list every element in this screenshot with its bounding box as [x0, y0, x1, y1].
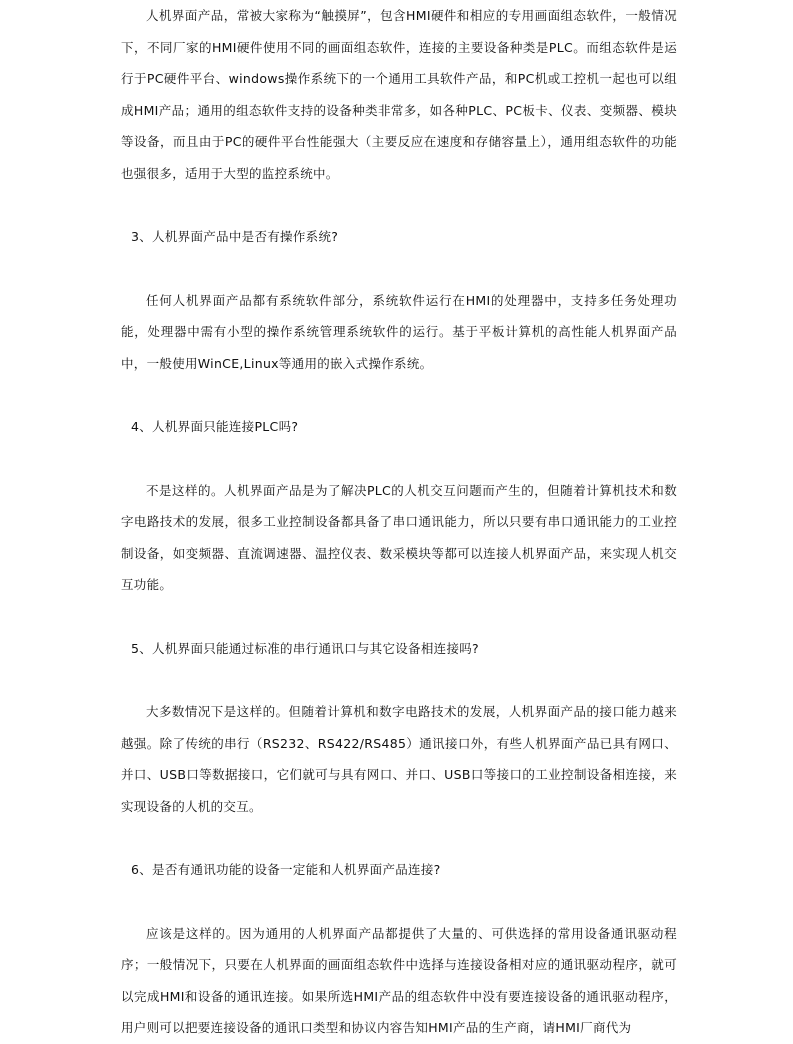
heading-q6-communication-devices: 6、是否有通讯功能的设备一定能和人机界面产品连接? [131, 862, 441, 877]
spacer [121, 822, 677, 854]
spacer [121, 189, 677, 221]
document-page [121, 0, 677, 1044]
paragraph-plc-only: 不是这样的。人机界面产品是为了解决PLC的人机交互问题而产生的，但随着计算机技术和数字电路技术的发展，很多工业控制设备都具备了串口通讯能力，所以只要有串口通讯能力的工业控制设备，如变频器、直流调速器、温控仪表、数采模块等都可以连接人机界面产品，来实现人机交互功能。 [121, 482, 677, 592]
paragraph-communication-devices: 应该是这样的。因为通用的人机界面产品都提供了大量的、可供选择的常用设备通讯驱动程序；一般情况下，只要在人机界面的画面组态软件中选择与连接设备相对应的通讯驱动程序，就可以完成HMI和设备的通讯连接。如果所选HMI产品的组态软件中没有要连接设备的通讯驱动程序，用户则可以把要连接设备的通讯口类型和协议内容告知HMI产品的生产商，请HMI厂商代为 [121, 925, 677, 1035]
spacer [121, 443, 677, 475]
spacer [121, 601, 677, 633]
paragraph-operating-system: 任何人机界面产品都有系统软件部分，系统软件运行在HMI的处理器中，支持多任务处理功能，处理器中需有小型的操作系统管理系统软件的运行。基于平板计算机的高性能人机界面产品中，一般使用WinCE,Linux等通用的嵌入式操作系统。 [121, 292, 677, 371]
spacer [121, 664, 677, 696]
spacer [121, 253, 677, 285]
heading-q4-plc-only: 4、人机界面只能连接PLC吗? [131, 419, 299, 434]
paragraph-hmi-overview: 人机界面产品，常被大家称为“触摸屏”，包含HMI硬件和相应的专用画面组态软件，一般情况下，不同厂家的HMI硬件使用不同的画面组态软件，连接的主要设备种类是PLC。而组态软件是运行于PC硬件平台、windows操作系统下的一个通用工具软件产品，和PC机或工控机一起也可以组成HMI产品；通用的组态软件支持的设备种类非常多，如各种PLC、PC板卡、仪表、变频器、模块等设备，而且由于PC的硬件平台性能强大（主要反应在速度和存储容量上），通用组态软件的功能也强很多，适用于大型的监控系统中。 [121, 8, 677, 181]
spacer [121, 886, 677, 918]
heading-q3-operating-system: 3、人机界面产品中是否有操作系统? [131, 229, 339, 244]
heading-q5-serial-port: 5、人机界面只能通过标准的串行通讯口与其它设备相连接吗? [131, 640, 479, 656]
paragraph-serial-port: 大多数情况下是这样的。但随着计算机和数字电路技术的发展，人机界面产品的接口能力越来越强。除了传统的串行（RS232、RS422/RS485）通讯接口外，有些人机界面产品已具有网口、并口、USB口等数据接口，它们就可与具有网口、并口、USB口等接口的工业控制设备相连接，来实现设备的人机的交互。 [121, 704, 677, 814]
spacer [121, 379, 677, 411]
